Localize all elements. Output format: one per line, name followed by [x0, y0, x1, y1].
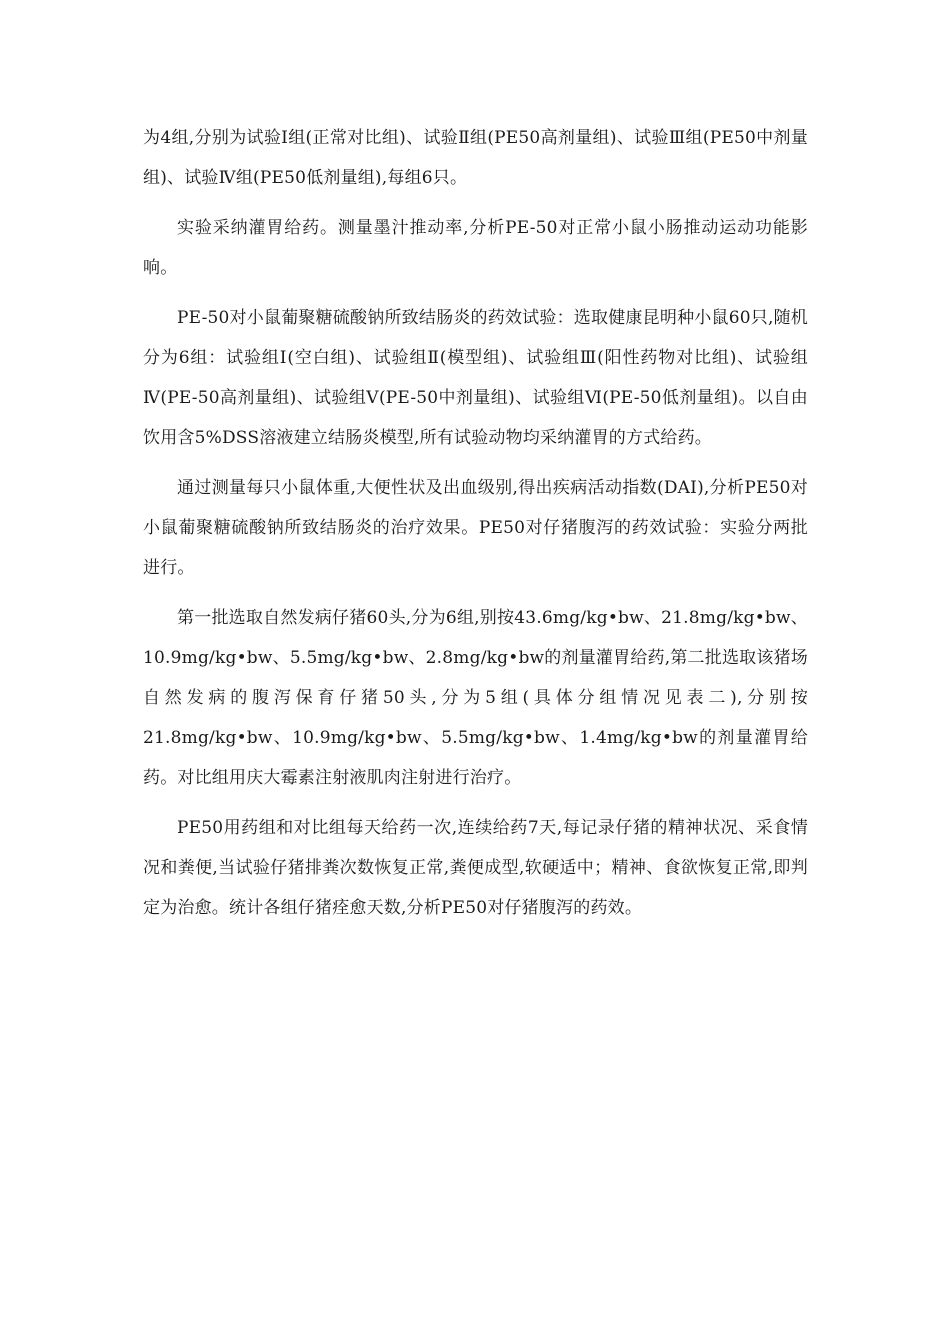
- paragraph-group-assignment: 为4组,分别为试验Ⅰ组(正常对比组)、试验Ⅱ组(PE50高剂量组)、试验Ⅲ组(PE50中剂量组)、试验Ⅳ组(PE50低剂量组),每组6只。: [143, 128, 808, 188]
- paragraph-colitis-trial: PE-50对小鼠葡聚糖硫酸钠所致结肠炎的药效试验：选取健康昆明种小鼠60只,随机分为6组：试验组Ⅰ(空白组)、试验组Ⅱ(模型组)、试验组Ⅲ(阳性药物对比组)、试验组Ⅳ(PE-50高剂量组)、试验组Ⅴ(PE-50中剂量组)、试验组Ⅵ(PE-50低剂量组)。以自由饮用含5%DSS溶液建立结肠炎模型,所有试验动物均采纳灌胃的方式给药。: [143, 308, 808, 448]
- paragraph-gavage-method: 实验采纳灌胃给药。测量墨汁推动率,分析PE-50对正常小鼠小肠推动运动功能影响。: [143, 218, 808, 278]
- paragraph-dai-analysis: 通过测量每只小鼠体重,大便性状及出血级别,得出疾病活动指数(DAI),分析PE50对小鼠葡聚糖硫酸钠所致结肠炎的治疗效果。PE50对仔猪腹泻的药效试验：实验分两批进行。: [143, 478, 808, 578]
- paragraph-cure-criteria: PE50用药组和对比组每天给药一次,连续给药7天,每记录仔猪的精神状况、采食情况和粪便,当试验仔猪排粪次数恢复正常,粪便成型,软硬适中；精神、食欲恢复正常,即判定为治愈。统计各组仔猪痊愈天数,分析PE50对仔猪腹泻的药效。: [143, 818, 808, 918]
- paragraph-piglet-batches: 第一批选取自然发病仔猪60头,分为6组,别按43.6mg/kg•bw、21.8mg/kg•bw、10.9mg/kg•bw、5.5mg/kg•bw、2.8mg/kg•bw的剂量灌胃给药,第二批选取该猪场自然发病的腹泻保育仔猪50头,分为5组(具体分组情况见表二),分别按21.8mg/kg•bw、10.9mg/kg•bw、5.5mg/kg•bw、1.4mg/kg•bw的剂量灌胃给药。对比组用庆大霉素注射液肌肉注射进行治疗。: [143, 608, 808, 788]
- document-body: [143, 118, 808, 938]
